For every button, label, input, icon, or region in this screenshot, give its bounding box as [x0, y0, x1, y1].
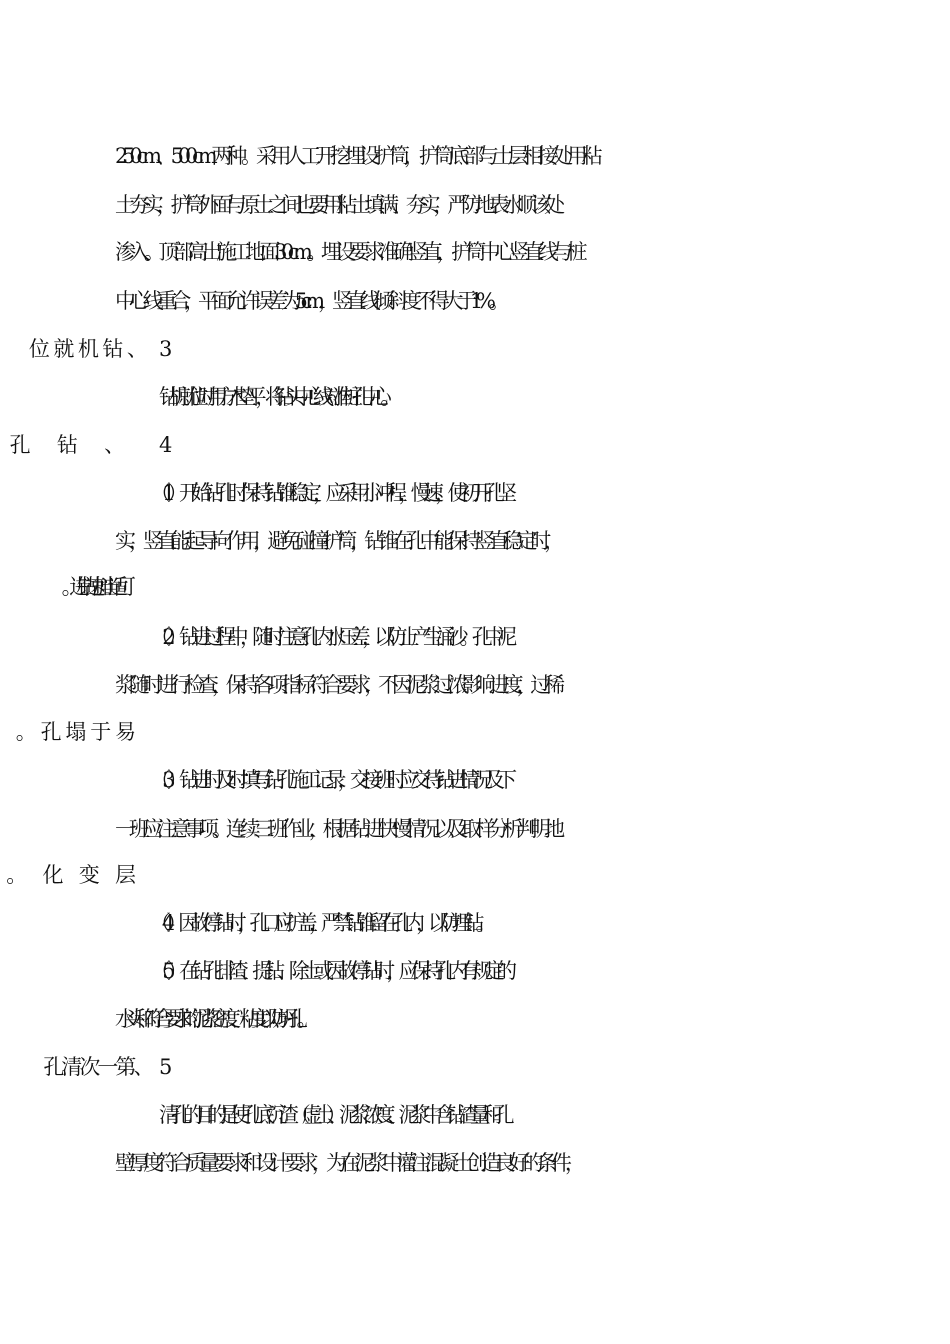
text-line: 实，竖直能起导向作用，避免碰撞护筒，钻锥在孔中能保持竖直稳定时，	[115, 529, 558, 553]
section-heading	[159, 430, 950, 460]
text-line: 壁厚度符合质量要求和设计要求，为在泥浆中灌注混凝土创造良好的条件，	[115, 1151, 579, 1175]
text-line: （1）开始钻孔时保持钻锥稳定，应采用小冲程，慢速，使初开孔坚	[150, 481, 509, 505]
text-line: （3）钻进时及时填写钻孔施工记录，交接班时应交待钻进情况及下	[150, 768, 509, 792]
section-heading	[159, 334, 950, 364]
text-line: 土夯实，护筒外面与原土之间也要用粘土填满、夯实，严防地表水顺该处	[115, 193, 558, 217]
text-line: 清孔的目的是使孔底沉渣（虚土）、泥浆浓度、泥浆中含钻渣量和孔	[159, 1103, 506, 1127]
text-line: 250cm、500cm两种。采用人工开挖埋设护筒，护筒底部与土层相接处用粘	[115, 144, 597, 168]
text-line: （4）因故停钻时，孔口应护盖，严禁钻锥留在孔内，以防埋钻。	[150, 911, 488, 935]
text-line: 中心线重合，平面允许误差为 5cm，竖直线倾斜度不得大于 1%。	[115, 289, 503, 313]
text-line	[115, 572, 950, 602]
text-line: （2）钻进过程中，随时注意孔内水压差，以防止产生涌沙。孔中泥	[150, 625, 509, 649]
text-line	[115, 860, 950, 890]
text-line	[115, 717, 950, 747]
text-line: （5）在钻孔排渣、提钻、除土或因故停钻时，应保持孔内有规定的	[150, 959, 509, 983]
text-line: 渗入。顶部高出施工地面 30cm。埋设要求准确竖直，护筒中心竖直线与桩	[115, 240, 582, 264]
text-line: 一班应注意事项。连续三班作业，根据钻进快慢情况以及取样分析判明地	[115, 817, 558, 841]
text-line: 水头和符合要求的泥浆密度、粘度以防坍孔。	[115, 1007, 306, 1031]
text-line: 钻机就位时用方木垫平，将钻头中心线对准桩孔中心。	[159, 385, 390, 409]
section-heading	[159, 1052, 950, 1082]
text-line: 浆随时进行检查，保持各项指标符合要求，不因泥浆过浓影响进度，过稀	[115, 673, 558, 697]
